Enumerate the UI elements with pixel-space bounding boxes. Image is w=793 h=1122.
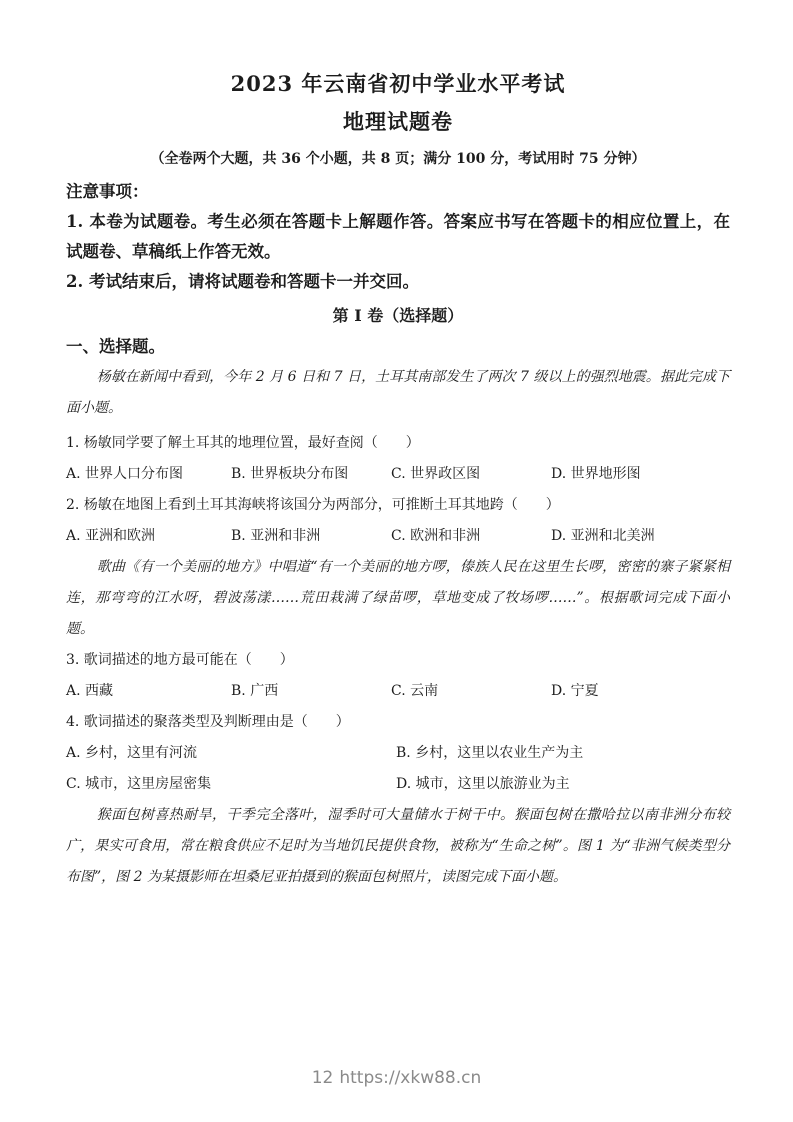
question-2-option-d: D. 亚洲和北美洲	[551, 528, 655, 544]
question-2-options	[66, 521, 730, 552]
question-2-stem: 2. 杨敏在地图上看到土耳其海峡将该国分为两部分，可推断土耳其地跨（ ）	[66, 497, 560, 513]
footer-watermark-url: https://xkw88.cn	[339, 1068, 482, 1088]
passage-earthquake: 杨敏在新闻中看到，今年 2 月 6 日和 7 日，土耳其南部发生了两次 7 级以上的强烈地震。据此完成下面小题。	[66, 369, 730, 416]
volume-title: 第 I 卷（选择题）	[332, 306, 464, 325]
question-4-options	[66, 738, 730, 800]
question-4	[66, 707, 730, 800]
question-3-option-b: B. 广西	[231, 683, 279, 699]
question-3-stem: 3. 歌词描述的地方最可能在（ ）	[66, 652, 294, 668]
question-3-options	[66, 676, 730, 707]
question-3-option-c: C. 云南	[391, 683, 439, 699]
exam-subtitle: 地理试题卷	[343, 109, 453, 134]
question-4-option-d: D. 城市，这里以旅游业为主	[396, 776, 570, 792]
question-1-option-a: A. 世界人口分布图	[66, 466, 184, 482]
question-1-option-d: D. 世界地形图	[551, 466, 641, 482]
question-1-option-b: B. 世界板块分布图	[231, 466, 349, 482]
question-4-stem: 4. 歌词描述的聚落类型及判断理由是（ ）	[66, 714, 350, 730]
question-1	[66, 428, 730, 490]
exam-title: 2023 年云南省初中学业水平考试	[230, 71, 566, 96]
page-number: 12	[311, 1068, 334, 1088]
question-2-option-c: C. 欧洲和非洲	[391, 528, 481, 544]
question-1-options	[66, 459, 730, 490]
notice-item-2: 2. 考试结束后，请将试题卷和答题卡一并交回。	[66, 272, 419, 291]
question-4-option-b: B. 乡村，这里以农业生产为主	[396, 745, 584, 761]
question-4-option-a: A. 乡村，这里有河流	[66, 745, 198, 761]
part-title: 一、选择题。	[66, 337, 165, 356]
question-1-option-c: C. 世界政区图	[391, 466, 481, 482]
exam-meta-line: （全卷两个大题，共 36 个小题，共 8 页；满分 100 分，考试用时 75 分钟）	[150, 151, 646, 167]
notice-heading: 注意事项：	[66, 182, 149, 201]
question-2-option-b: B. 亚洲和非洲	[231, 528, 321, 544]
question-3-option-a: A. 西藏	[66, 683, 114, 699]
question-2	[66, 490, 730, 552]
question-3	[66, 645, 730, 707]
question-4-option-c: C. 城市，这里房屋密集	[66, 776, 212, 792]
page-footer	[0, 1063, 793, 1093]
question-2-option-a: A. 亚洲和欧洲	[66, 528, 156, 544]
passage-baobab: 猴面包树喜热耐旱，干季完全落叶，湿季时可大量储水于树干中。猴面包树在撒哈拉以南非洲分布较广，果实可食用，常在粮食供应不足时为当地饥民提供食物，被称为“生命之树”。图 1 为“非洲气候类型分布图”，图 2 为某摄影师在坦桑尼亚拍摄到的猴面包树照片，读图完成下面小题。	[66, 807, 730, 885]
notice-item-1: 1. 本卷为试题卷。考生必须在答题卡上解题作答。答案应书写在答题卡的相应位置上，在试题卷、草稿纸上作答无效。	[66, 212, 730, 261]
question-3-option-d: D. 宁夏	[551, 683, 599, 699]
question-1-stem: 1. 杨敏同学要了解土耳其的地理位置，最好查阅（ ）	[66, 435, 420, 451]
passage-song: 歌曲《有一个美丽的地方》中唱道“有一个美丽的地方啰，傣族人民在这里生长啰，密密的寨子紧紧相连，那弯弯的江水呀，碧波荡漾……荒田栽满了绿苗啰，草地变成了牧场啰……”。根据歌词完成下面小题。	[66, 559, 730, 637]
